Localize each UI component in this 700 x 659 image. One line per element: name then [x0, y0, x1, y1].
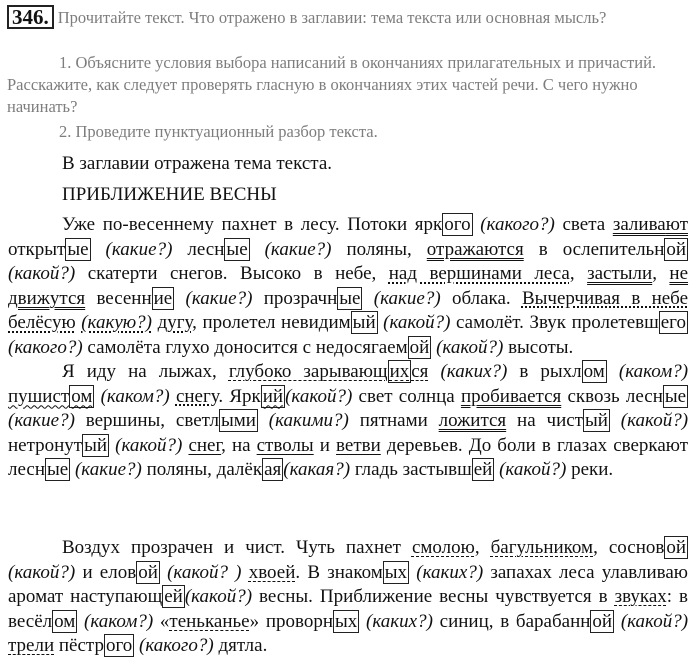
- text-fragment: смолою: [411, 537, 475, 558]
- text-fragment: (какой?): [184, 586, 253, 608]
- exercise-task: [7, 4, 693, 29]
- text-fragment: запахах леса улавливаю аромат наступающ: [8, 561, 689, 608]
- ending-box: ые: [339, 287, 361, 309]
- text-fragment: (каком?): [84, 610, 154, 632]
- text-fragment: (каких?): [416, 561, 484, 583]
- text-fragment: ,: [569, 263, 575, 285]
- text-fragment: самолёт. Звук пролетевш: [455, 312, 659, 334]
- ending-box: ой: [592, 610, 613, 632]
- text-fragment: синиц, в барабанн: [439, 610, 591, 632]
- text-fragment: (какая?): [283, 459, 351, 481]
- predicate: ложится: [438, 410, 507, 432]
- text-fragment: (какой?): [383, 312, 451, 334]
- text-fragment: свет солнца: [358, 385, 455, 407]
- ending-box: ые: [664, 385, 687, 407]
- ending-box: ой: [666, 537, 687, 558]
- text-fragment: прозрачн: [263, 287, 338, 309]
- predicate: залива: [612, 214, 666, 235]
- text-fragment: ют: [665, 214, 688, 235]
- text-fragment: пёстр: [58, 635, 104, 657]
- text-fragment: хвоей: [248, 561, 296, 583]
- text-fragment: реки.: [571, 459, 614, 481]
- text-fragment: ,: [652, 263, 657, 285]
- paragraph-3: [8, 536, 688, 659]
- text-fragment: (какого?): [8, 336, 83, 358]
- text-fragment: ,: [474, 537, 480, 558]
- text-fragment: (каких?): [440, 361, 508, 382]
- text-fragment: и: [319, 434, 330, 456]
- ending-box: ых: [335, 610, 358, 632]
- text-fragment: (какие?): [74, 459, 142, 481]
- text-fragment: . В знаком: [295, 561, 383, 583]
- text-fragment: (какой?): [8, 263, 76, 285]
- text-fragment: звуках: [614, 586, 667, 608]
- participle-phrase: глубоко зарывающ: [228, 361, 388, 382]
- text-fragment: в: [538, 238, 548, 260]
- text-fragment: (какого?): [480, 214, 555, 235]
- participial-adverbial: Вычерчивая в небе белёсую: [8, 287, 689, 334]
- question-2: 2. Проведите пунктуационный разбор текста.: [59, 122, 378, 141]
- ending-box: ых: [384, 561, 408, 583]
- ending-box: ом: [54, 610, 76, 632]
- text-fragment: (какие?): [264, 238, 332, 260]
- text-fragment: (какие?): [105, 238, 173, 260]
- text-fragment: (какой?): [499, 459, 567, 481]
- text-fragment: поляны,: [346, 238, 412, 260]
- ending-box: ые: [226, 238, 248, 260]
- ending-box: ого: [444, 214, 471, 235]
- text-fragment: деревьев. До боли в глазах сверкают лесн: [8, 434, 689, 481]
- text-fragment: (какого?): [139, 635, 214, 657]
- text-fragment: света: [562, 214, 606, 235]
- text-fragment: стволы: [256, 434, 314, 456]
- text-fragment: ветви: [336, 434, 381, 456]
- text-fragment: . Ярк: [218, 385, 261, 407]
- text-fragment: : в весёл: [8, 586, 689, 632]
- question-1: 1. Объясните условия выбора написаний в окончаниях прилагательных и причастий. Расскажите, как следует проверять гласную в окончаниях этих частей речи. С чего нужно начинать?: [7, 53, 657, 116]
- exercise-number: 346.: [7, 5, 54, 29]
- text-fragment: облака.: [451, 287, 511, 309]
- text-fragment: вершины, светл: [85, 410, 219, 432]
- text-fragment: гладь застывш: [354, 459, 472, 481]
- text-title: ПРИБЛИЖЕНИЕ ВЕСНЫ: [62, 184, 277, 205]
- text-fragment: (какие?): [373, 287, 441, 309]
- text-fragment: (какие?): [185, 287, 253, 309]
- text-fragment: Я иду на лыжах,: [62, 361, 217, 382]
- ending-box: ые: [47, 459, 69, 481]
- predicate: застыли: [587, 263, 653, 285]
- text-fragment: поляны, далёк: [146, 459, 263, 481]
- ending-box: ие: [153, 287, 173, 309]
- text-fragment: (какую?): [81, 312, 153, 334]
- text-fragment: (каком?): [618, 361, 689, 382]
- ending-box: ей: [473, 459, 493, 481]
- paragraph-1: [8, 213, 688, 361]
- text-fragment: и елов: [82, 561, 137, 583]
- text-fragment: лесн: [187, 238, 225, 260]
- predicate: пробивается: [460, 385, 562, 407]
- text-fragment: (какие?): [8, 410, 75, 432]
- text-fragment: Уже по-весеннему пахнет в лесу. Потоки ярк: [62, 214, 443, 235]
- text-fragment: скатерти снегов. Высоко в небе,: [87, 263, 377, 285]
- text-fragment: (какой?): [8, 561, 76, 583]
- text-fragment: (какой?): [620, 610, 689, 632]
- text-fragment: нетронут: [8, 434, 83, 456]
- text-fragment: Воздух прозрачен и чист. Чуть пахнет: [62, 537, 401, 558]
- text-fragment: снегу: [175, 385, 219, 407]
- text-fragment: » проворн: [249, 610, 334, 632]
- text-fragment: снег: [188, 434, 222, 456]
- text-fragment: (каких?): [366, 610, 433, 632]
- ending-box: ий: [262, 385, 284, 407]
- text-fragment: сквозь: [567, 385, 620, 407]
- predicate: отражаются: [426, 238, 524, 260]
- ending-box: ом: [71, 385, 93, 407]
- text-fragment: ся: [411, 361, 429, 382]
- ending-box: ой: [138, 561, 158, 583]
- task-text: Прочитайте текст. Что отражено в заглавии: тема текста или основная мысль?: [57, 8, 607, 27]
- adverbial: над вершинами леса: [388, 263, 570, 285]
- text-fragment: трели: [8, 635, 55, 657]
- text-fragment: «: [159, 610, 170, 632]
- text-fragment: ослепительн: [562, 238, 665, 260]
- text-fragment: дятла.: [218, 635, 268, 657]
- ending-box: его: [660, 312, 687, 334]
- text-fragment: (какой?): [436, 336, 504, 358]
- ending-box: ый: [84, 434, 108, 456]
- answer-line: В заглавии отражена тема текста.: [62, 153, 332, 174]
- text-fragment: весны. Приближение весны чувствуется в: [259, 586, 608, 608]
- text-fragment: пушист: [8, 385, 70, 407]
- text-fragment: дугу: [157, 312, 193, 334]
- text-fragment: (каком?): [100, 385, 170, 407]
- ending-box: ый: [352, 312, 376, 334]
- ending-box: ая: [264, 459, 282, 481]
- ending-box: ой: [409, 336, 430, 358]
- text-fragment: багульником: [490, 537, 594, 558]
- ending-box: ой: [666, 238, 687, 260]
- text-fragment: (какой? ): [167, 561, 242, 583]
- text-fragment: теньканье: [169, 610, 250, 632]
- text-fragment: открыт: [8, 238, 66, 260]
- text-fragment: на чист: [517, 410, 583, 432]
- text-fragment: (какими?): [268, 410, 349, 432]
- text-fragment: самолёта глухо доносится с недосягаем: [87, 336, 408, 358]
- text-fragment: , пролетел невидим: [192, 312, 351, 334]
- text-fragment: , соснов: [593, 537, 665, 558]
- ending-box: ый: [584, 410, 608, 432]
- text-fragment: в рыхл: [519, 361, 582, 382]
- text-fragment: лесн: [625, 385, 663, 407]
- ending-box: ом: [583, 361, 605, 382]
- text-fragment: (какой?): [115, 434, 183, 456]
- paragraph-2: [8, 360, 688, 483]
- text-fragment: высоты.: [508, 336, 574, 358]
- ending-box: ей: [164, 586, 183, 608]
- text-fragment: (какой?): [285, 385, 353, 407]
- text-fragment: пятнами: [359, 410, 428, 432]
- text-fragment: (какой?): [620, 410, 689, 432]
- predicate: не движутся: [8, 263, 689, 309]
- ending-box: ого: [105, 635, 133, 657]
- ending-box: ые: [67, 238, 89, 260]
- ending-box: их: [389, 361, 410, 382]
- ending-box: ыми: [220, 410, 256, 432]
- text-fragment: весенн: [96, 287, 152, 309]
- text-fragment: , на: [221, 434, 251, 456]
